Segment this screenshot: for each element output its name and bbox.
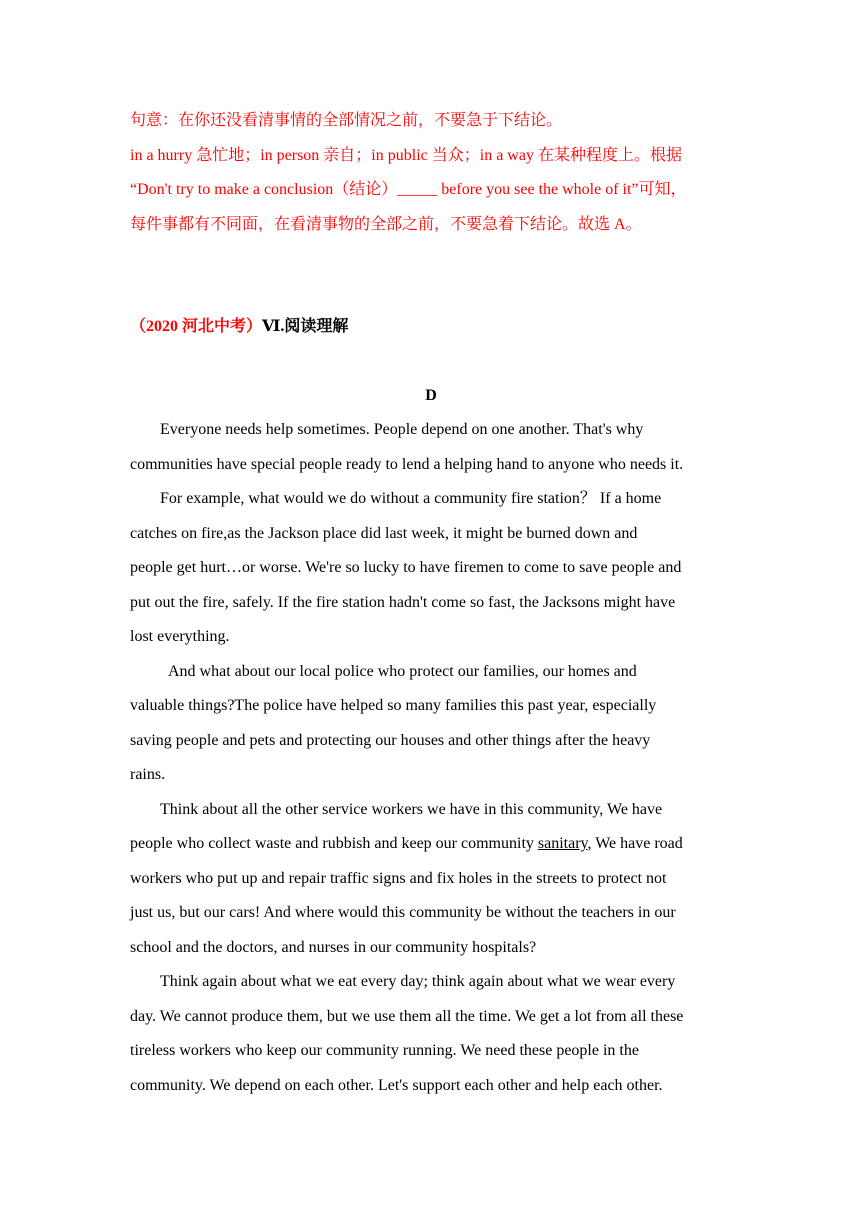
text-line: Everyone needs help sometimes. People depend on one another. That's why: [160, 421, 644, 438]
paragraph-3: [130, 655, 732, 793]
text-line: workers who put up and repair traffic signs and fix holes in the streets to protect not: [130, 869, 667, 887]
paragraph-5: [130, 965, 732, 1103]
text-line: communities have special people ready to lend a helping hand to anyone who needs it.: [130, 455, 684, 473]
section-heading: [130, 310, 732, 344]
text-line: community. We depend on each other. Let's support each other and help each other.: [130, 1076, 663, 1094]
text-line: school and the doctors, and nurses in our community hospitals?: [130, 938, 537, 956]
section-source: （2020 河北中考）: [130, 318, 263, 335]
text-line: lost everything.: [130, 628, 230, 645]
text-segment: , We have road: [587, 835, 683, 852]
answer-line-2: in a hurry 急忙地；in person 亲自；in public 当众；in a way 在某种程度上。根据: [130, 146, 682, 164]
passage-letter: D: [425, 387, 437, 404]
text-line: saving people and pets and protecting our houses and other things after the heavy: [130, 731, 651, 749]
answer-line-3: “Don't try to make a conclusion（结论）_____ before you see the whole of it”可知，: [130, 181, 687, 198]
text-line: valuable things?The police have helped so many families this past year, especially: [130, 697, 657, 714]
text-line: Think again about what we eat every day; think again about what we wear every: [160, 973, 676, 990]
reading-passage: [130, 413, 732, 1103]
text-line: rains.: [130, 766, 166, 783]
text-line: For example, what would we do without a community fire station？ If a home: [160, 490, 662, 507]
underlined-word-sanitary: sanitary: [537, 835, 588, 852]
paragraph-2: [130, 482, 732, 655]
text-line: [130, 827, 732, 862]
text-line: people get hurt…or worse. We're so lucky to have firemen to come to save people and: [130, 559, 682, 576]
text-line: And what about our local police who protect our families, our homes and: [168, 662, 637, 680]
section-title: Ⅵ.阅读理解: [262, 318, 349, 335]
text-line: day. We cannot produce them, but we use them all the time. We get a lot from all these: [130, 1007, 684, 1025]
text-line: tireless workers who keep our community running. We need these people in the: [130, 1042, 639, 1059]
answer-explanation: [130, 104, 732, 242]
text-segment: people who collect waste and rubbish and keep our community: [130, 835, 538, 852]
text-line: put out the fire, safely. If the fire station hadn't come so fast, the Jacksons might have: [130, 593, 676, 611]
answer-line-1: 句意：在你还没看清事情的全部情况之前，不要急于下结论。: [130, 112, 563, 129]
paragraph-4: [130, 793, 732, 966]
paragraph-1: [130, 413, 732, 482]
answer-line-4: 每件事都有不同面，在看清事物的全部之前，不要急着下结论。故选 A。: [130, 215, 642, 233]
text-line: Think about all the other service workers we have in this community, We have: [160, 800, 663, 818]
document-page: [130, 104, 732, 1103]
text-line: catches on fire,as the Jackson place did last week, it might be burned down and: [130, 524, 638, 542]
text-line: just us, but our cars! And where would this community be without the teachers in our: [130, 904, 676, 921]
